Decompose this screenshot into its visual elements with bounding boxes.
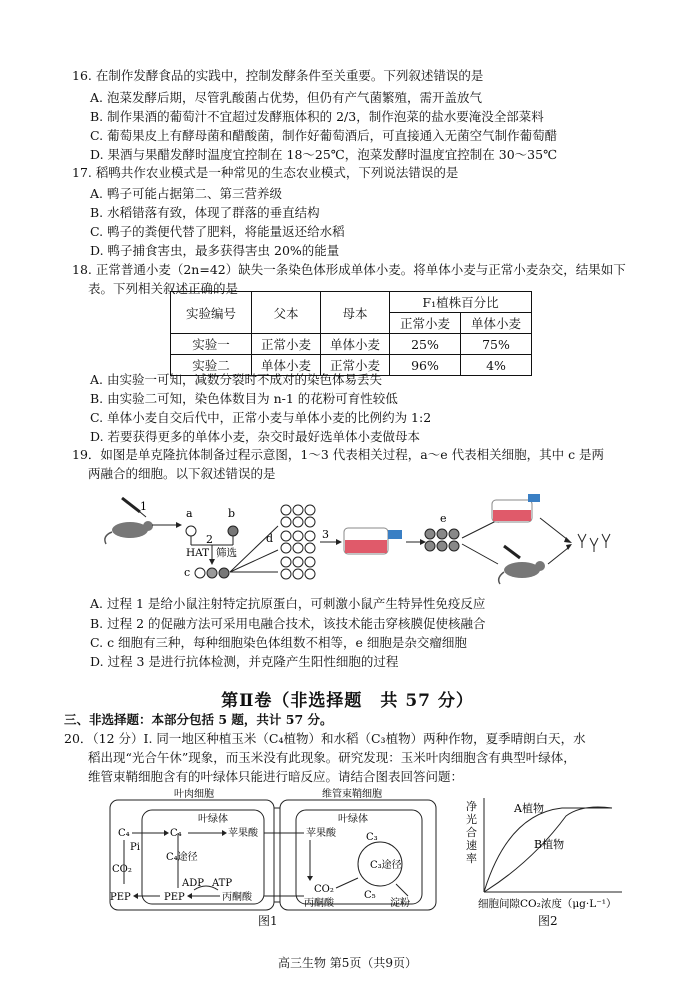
label-c4-inner: C₄ (170, 828, 182, 839)
syringe-icon (504, 546, 520, 558)
label-pep-inner: PEP (164, 892, 185, 903)
q16-option-a: A. 泡菜发酵后期，尽管乳酸菌占优势，但仍有产气菌繁殖，需开盖放气 (90, 90, 482, 105)
q18-option-c: C. 单体小麦自交后代中，正常小麦与单体小麦的比例约为 1:2 (90, 410, 432, 425)
label-co2-left: CO₂ (112, 864, 132, 875)
label-bundle-sheath: 维管束鞘细胞 (322, 789, 382, 800)
label-malic-left: 苹果酸 (228, 828, 258, 839)
label-pyruvate-left: 丙酮酸 (222, 892, 252, 903)
mouse-icon (105, 521, 153, 544)
table-row (171, 334, 532, 355)
xlabel: 细胞间隙CO₂浓度（μg·L⁻¹） (478, 898, 617, 910)
q18-results-table (170, 291, 532, 376)
label-c3: C₃ (366, 832, 378, 843)
q16-option-d: D. 果酒与果醋发酵时温度宜控制在 18～25℃，泡菜发酵时温度宜控制在 30～35℃ (90, 147, 558, 162)
cell-mother: 单体小麦 (321, 334, 390, 355)
label-e: e (440, 512, 447, 525)
cell-father: 正常小麦 (252, 334, 321, 355)
q17-option-b: B. 水稻错落有致，体现了群落的垂直结构 (90, 205, 320, 220)
label-b-plant: B植物 (534, 838, 565, 851)
label-1: 1 (140, 500, 147, 513)
q18-stem-line2: 表。下列相关叙述正确的是 (88, 281, 239, 296)
q16-stem: 16. 在制作发酵食品的实践中，控制发酵条件至关重要。下列叙述错误的是 (72, 68, 484, 83)
label-pi: Pi (130, 842, 140, 853)
culture-flask-icon (492, 494, 540, 522)
q19-stem-line1: 19．如图是单克隆抗体制备过程示意图，1～3 代表相关过程，a～e 代表相关细胞，其中 c 是两 (72, 447, 605, 462)
th-exp: 实验编号 (171, 292, 252, 334)
part2-heading: 第Ⅱ卷（非选择题 共 57 分） (221, 691, 474, 711)
label-mesophyll: 叶肉细胞 (174, 789, 214, 800)
q16-option-c: C. 葡萄果皮上有酵母菌和醋酸菌，制作好葡萄酒后，可直接通入无菌空气制作葡萄醋 (90, 128, 558, 143)
label-atp: ATP (212, 878, 233, 889)
cell-father: 单体小麦 (252, 355, 321, 376)
label-d: d (266, 532, 274, 545)
ylabel: 净光合速率 (466, 800, 477, 865)
part2-instructions: 三、非选择题：本部分包括 5 题，共计 57 分。 (64, 712, 333, 727)
label-chloroplast-right: 叶绿体 (338, 814, 368, 825)
label-pep-outer: PEP (110, 892, 131, 903)
th-mother: 母本 (321, 292, 390, 334)
label-screen: 筛选 (216, 547, 237, 559)
cell-b (228, 526, 238, 536)
q19-option-d: D. 过程 3 是进行抗体检测，并克隆产生阳性细胞的过程 (90, 654, 399, 669)
label-3: 3 (322, 528, 329, 541)
label-a: a (186, 507, 193, 520)
mouse-icon (499, 561, 545, 584)
label-2: 2 (206, 533, 213, 546)
label-malic-right: 苹果酸 (306, 828, 336, 839)
cell-normal: 25% (390, 334, 461, 355)
figure2-caption: 图2 (538, 914, 558, 928)
label-chloroplast-left: 叶绿体 (198, 814, 228, 825)
label-hat: HAT (186, 547, 210, 559)
label-c5: C₅ (364, 890, 376, 901)
cell-normal: 96% (390, 355, 461, 376)
label-c: c (184, 566, 191, 579)
q19-option-c: C. c 细胞有三种，每种细胞染色体组数不相等，e 细胞是杂交瘤细胞 (90, 635, 467, 650)
label-starch: 淀粉 (390, 898, 410, 909)
q16-option-b: B. 制作果酒的葡萄汁不宜超过发酵瓶体积的 2/3，制作泡菜的盐水要淹没全部菜料 (90, 109, 544, 124)
th-mono: 单体小麦 (461, 313, 532, 334)
figure1-caption: 图1 (258, 914, 278, 928)
label-adp: ADP (182, 878, 204, 889)
q20-line1: 20．（12 分）Ⅰ. 同一地区种植玉米（C₄植物）和水稻（C₃植物）两种作物，夏季晴朗白天，水 (64, 731, 586, 746)
cell-mono: 75% (461, 334, 532, 355)
well-grid-d (281, 505, 315, 579)
cell-a (186, 526, 196, 536)
cell-exp: 实验一 (171, 334, 252, 355)
q18-stem-line1: 18. 正常普通小麦（2n=42）缺失一条染色体形成单体小麦。将单体小麦与正常小麦杂交，结果如下 (72, 262, 626, 277)
q18-option-b: B. 由实验二可知，染色体数目为 n-1 的花粉可育性较低 (90, 391, 398, 406)
q17-option-a: A. 鸭子可能占据第二、第三营养级 (90, 186, 282, 201)
label-c3-pathway: C₃途径 (370, 860, 402, 871)
th-father: 父本 (252, 292, 321, 334)
label-co2-right: CO₂ (314, 884, 334, 895)
q18-option-a: A. 由实验一可知，减数分裂时不成对的染色体易丢失 (90, 372, 382, 387)
cells-e (425, 529, 459, 551)
label-a-plant: A植物 (514, 802, 544, 815)
label-c4-outer: C₄ (118, 828, 130, 839)
q20-figure2 (462, 792, 632, 912)
q19-stem-line2: 两融合的细胞。以下叙述错误的是 (88, 466, 276, 481)
th-f1: F₁植株百分比 (390, 292, 532, 313)
label-pyruvate-right: 丙酮酸 (304, 898, 334, 909)
q17-option-d: D. 鸭子捕食害虫，最多获得害虫 20%的能量 (90, 243, 340, 258)
page-footer: 高三生物 第5页（共9页） (277, 956, 418, 970)
q20-line3: 维管束鞘细胞含有的叶绿体只能进行暗反应。请结合图表回答问题： (88, 769, 464, 784)
q17-option-c: C. 鸭子的粪便代替了肥料，将能量返还给水稻 (90, 224, 345, 239)
label-b: b (228, 507, 236, 520)
q19-option-a: A. 过程 1 是给小鼠注射特定抗原蛋白，可刺激小鼠产生特异性免疫反应 (90, 596, 486, 611)
q17-stem: 17. 稻鸭共作农业模式是一种常见的生态农业模式，下列说法错误的是 (72, 165, 459, 180)
q19-option-b: B. 过程 2 的促融方法可采用电融合技术，该技术能击穿核膜促使核融合 (90, 616, 486, 631)
th-normal: 正常小麦 (390, 313, 461, 334)
label-c4-pathway: C₄途径 (166, 852, 198, 863)
q18-option-d: D. 若要获得更多的单体小麦，杂交时最好选单体小麦做母本 (90, 429, 421, 444)
q19-monoclonal-figure (100, 490, 620, 590)
cell-exp: 实验二 (171, 355, 252, 376)
culture-flask-icon (344, 528, 402, 554)
cell-mother: 正常小麦 (321, 355, 390, 376)
q20-figure1 (108, 788, 438, 912)
cell-mono: 4% (461, 355, 532, 376)
antibody-icon (578, 534, 610, 552)
q20-line2: 稻出现“光合午休”现象，而玉米没有此现象。研究发现：玉米叶肉细胞含有典型叶绿体， (88, 750, 576, 765)
